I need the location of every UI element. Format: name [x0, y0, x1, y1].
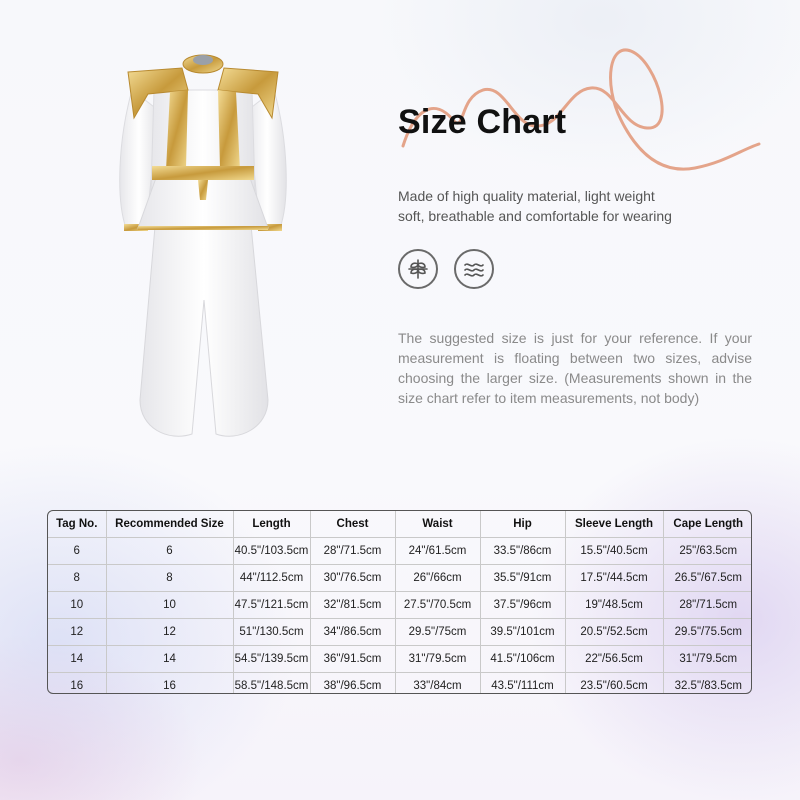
table-cell: 20.5"/52.5cm: [565, 619, 663, 646]
costume-product-image: [118, 50, 288, 440]
table-cell: 47.5"/121.5cm: [233, 592, 310, 619]
table-cell: 26"/66cm: [395, 565, 480, 592]
table-row: [48, 646, 752, 673]
column-header-hip: Hip: [480, 511, 565, 538]
table-cell: 31"/79.5cm: [663, 646, 752, 673]
column-header-sleeve-length: Sleeve Length: [565, 511, 663, 538]
table-cell: 14: [48, 646, 106, 673]
column-header-length: Length: [233, 511, 310, 538]
column-header-tag: Tag No.: [48, 511, 106, 538]
size-chart-table: [47, 510, 752, 694]
table-row: [48, 565, 752, 592]
table-cell: 31"/79.5cm: [395, 646, 480, 673]
table-cell: 33"/84cm: [395, 673, 480, 695]
table-cell: 16: [48, 673, 106, 695]
table-cell: 6: [48, 538, 106, 565]
table-cell: 24"/61.5cm: [395, 538, 480, 565]
table-cell: 54.5"/139.5cm: [233, 646, 310, 673]
description-line: Made of high quality material, light weight: [398, 188, 655, 204]
column-header-waist: Waist: [395, 511, 480, 538]
table-cell: 28"/71.5cm: [310, 538, 395, 565]
table-cell: 6: [106, 538, 233, 565]
description-line: soft, breathable and comfortable for wearing: [398, 208, 672, 224]
table-cell: 15.5"/40.5cm: [565, 538, 663, 565]
table-cell: 37.5"/96cm: [480, 592, 565, 619]
table-cell: 36"/91.5cm: [310, 646, 395, 673]
table-row: [48, 592, 752, 619]
breathable-wave-icon: [454, 249, 494, 289]
table-row: [48, 619, 752, 646]
table-cell: 58.5"/148.5cm: [233, 673, 310, 695]
table-cell: 23.5"/60.5cm: [565, 673, 663, 695]
table-cell: 8: [48, 565, 106, 592]
table-cell: 26.5"/67.5cm: [663, 565, 752, 592]
table-cell: 16: [106, 673, 233, 695]
column-header-cape-length: Cape Length: [663, 511, 752, 538]
table-cell: 41.5"/106cm: [480, 646, 565, 673]
table-cell: 40.5"/103.5cm: [233, 538, 310, 565]
table-cell: 27.5"/70.5cm: [395, 592, 480, 619]
table-cell: 14: [106, 646, 233, 673]
page-title: Size Chart: [398, 103, 567, 141]
table-cell: 8: [106, 565, 233, 592]
table-cell: 32"/81.5cm: [310, 592, 395, 619]
table-cell: 22"/56.5cm: [565, 646, 663, 673]
feature-icons: [398, 249, 494, 289]
table-cell: 51"/130.5cm: [233, 619, 310, 646]
table-cell: 28"/71.5cm: [663, 592, 752, 619]
wheat-fiber-icon: [398, 249, 438, 289]
table-cell: 12: [48, 619, 106, 646]
table-cell: 29.5"/75cm: [395, 619, 480, 646]
table-cell: 25"/63.5cm: [663, 538, 752, 565]
table-cell: 29.5"/75.5cm: [663, 619, 752, 646]
table-cell: 35.5"/91cm: [480, 565, 565, 592]
table-cell: 30"/76.5cm: [310, 565, 395, 592]
table-cell: 10: [48, 592, 106, 619]
table-cell: 43.5"/111cm: [480, 673, 565, 695]
table-cell: 34"/86.5cm: [310, 619, 395, 646]
table-cell: 12: [106, 619, 233, 646]
table-cell: 33.5"/86cm: [480, 538, 565, 565]
column-header-recommended-size: Recommended Size: [106, 511, 233, 538]
column-header-chest: Chest: [310, 511, 395, 538]
table-cell: 19"/48.5cm: [565, 592, 663, 619]
table-row: [48, 538, 752, 565]
table-cell: 17.5"/44.5cm: [565, 565, 663, 592]
table-cell: 38"/96.5cm: [310, 673, 395, 695]
table-cell: 32.5"/83.5cm: [663, 673, 752, 695]
table-cell: 10: [106, 592, 233, 619]
table-cell: 44"/112.5cm: [233, 565, 310, 592]
table-row: [48, 673, 752, 695]
table-header-row: [48, 511, 752, 538]
table-cell: 39.5"/101cm: [480, 619, 565, 646]
product-description: [398, 186, 738, 226]
table-body: [48, 538, 752, 695]
size-advice-note: The suggested size is just for your reference. If your measurement is floating between two sizes, advise choosing the larger size. (Measurements shown in the size chart refer to item measurements, not body): [398, 330, 752, 406]
